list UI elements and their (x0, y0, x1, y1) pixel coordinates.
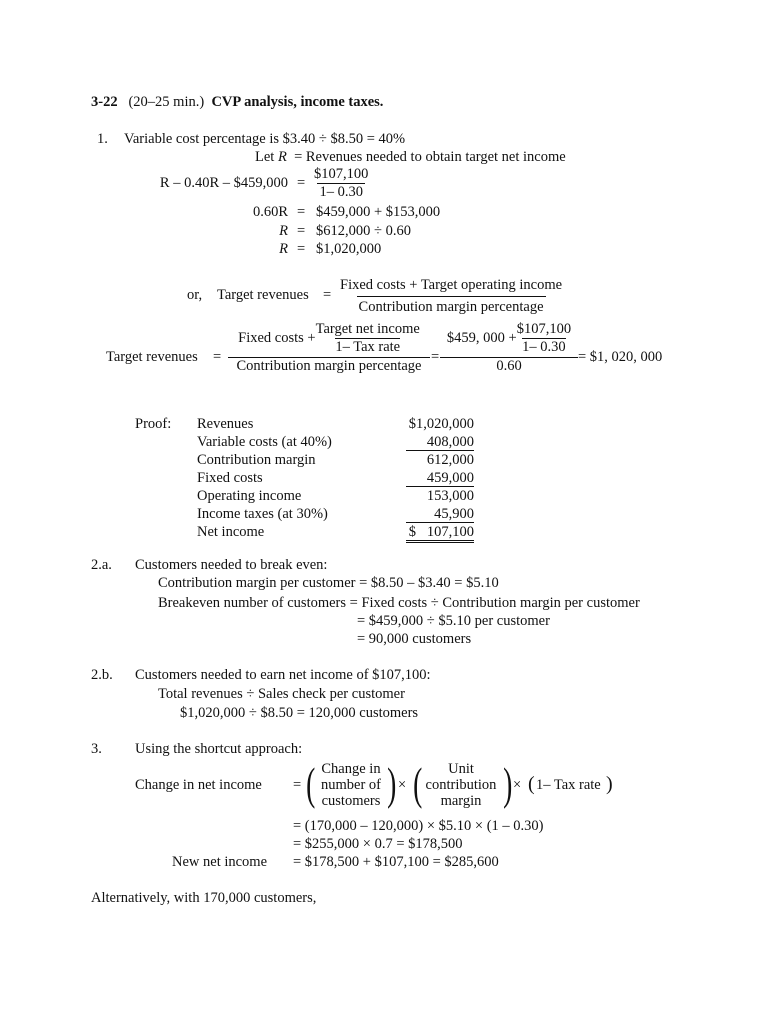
proof-row-label: Revenues (197, 416, 254, 432)
times-2: × (513, 777, 522, 793)
closing-line: Alternatively, with 170,000 customers, (91, 890, 317, 906)
eq2-rhs: $459,000 + $153,000 (316, 204, 441, 220)
proof-row-label: Variable costs (at 40%) (197, 434, 332, 450)
paren-open-3: ( (528, 773, 535, 795)
stack2-line3: margin (440, 793, 482, 809)
problem-heading (91, 94, 383, 111)
tr2-inner-num: Target net income (315, 321, 420, 337)
tr2-inner-fraction (316, 321, 420, 356)
part2a-line4: = 90,000 customers (357, 631, 472, 647)
eq4-var: R (279, 241, 288, 257)
let-variable: R (277, 149, 287, 165)
proof-row (197, 488, 474, 506)
part3-label: 3. (91, 741, 102, 757)
proof-row (197, 434, 474, 452)
target-revenues-fraction (338, 277, 564, 316)
tr2-sub-den: 1– 0.30 (522, 339, 566, 355)
part2b-line1: Total revenues ÷ Sales check per customer (158, 686, 405, 702)
paren-open-2: ( (413, 758, 423, 809)
part2a-label: 2.a. (91, 557, 112, 573)
problem-title: CVP analysis, income taxes. (211, 94, 384, 110)
proof-row-label: Contribution margin (197, 452, 316, 468)
proof-row (197, 506, 474, 524)
let-definition: = Revenues needed to obtain target net income (294, 149, 566, 165)
stack1-line3: customers (321, 793, 381, 809)
tr2-fraction (230, 320, 428, 375)
eq1-numerator: $107,100 (314, 166, 369, 182)
stack1-line1: Change in (321, 761, 381, 777)
part2a-line1: Contribution margin per customer = $8.50 – $3.40 = $5.10 (158, 575, 499, 591)
tr-numerator: Fixed costs + Target operating income (340, 277, 563, 293)
proof-row-value: 612,000 (426, 452, 474, 468)
tr2-inner-den: 1– Tax rate (335, 339, 401, 355)
problem-number: 3-22 (91, 94, 118, 110)
tr2-result: = $1, 020, 000 (578, 349, 663, 365)
target-revenues-label: Target revenues (217, 287, 309, 303)
let-word: Let (255, 149, 275, 165)
paren-open-1: ( (306, 758, 316, 809)
proof-row (197, 452, 474, 470)
eq2-lhs: 0.60R (252, 204, 288, 220)
proof-row-value: $1,020,000 (408, 416, 474, 432)
new-net-income-label: New net income (172, 854, 268, 870)
part2a-title: Customers needed to break even: (135, 557, 328, 573)
eq1-lhs: R – 0.40R – $459,000 (159, 175, 288, 191)
eq2-sign: = (297, 204, 306, 220)
tr2-fixed: Fixed costs + (238, 330, 316, 346)
tr2-sub-numerator (445, 320, 573, 357)
eq3-rhs: $612,000 ÷ 0.60 (316, 223, 411, 239)
proof-row-value: 408,000 (406, 434, 474, 451)
stack2-line1: Unit (448, 761, 474, 777)
paren-close-2: ) (503, 758, 513, 809)
proof-row (197, 524, 474, 544)
part3-line2: = $255,000 × 0.7 = $178,500 (293, 836, 463, 852)
tr2-sub-num: $107,100 (516, 321, 572, 337)
change-in-customers-stack (315, 761, 387, 809)
unit-contribution-stack (420, 761, 502, 809)
part2b-label: 2.b. (91, 667, 113, 683)
let-statement (255, 149, 566, 166)
or-label: or, (187, 287, 203, 303)
proof-row-value: $ 107,100 (406, 524, 474, 543)
part2a-line2: Breakeven number of customers = Fixed costs ÷ Contribution margin per customer (158, 595, 640, 611)
proof-row-label: Fixed costs (197, 470, 263, 486)
change-eq-sign: = (293, 777, 302, 793)
part2a-line3: = $459,000 ÷ $5.10 per customer (357, 613, 550, 629)
proof-label: Proof: (135, 416, 172, 432)
tr2-denominator: Contribution margin percentage (228, 357, 430, 375)
change-net-income-label: Change in net income (135, 777, 262, 793)
proof-row-value: 45,900 (406, 506, 474, 523)
proof-row-value: 459,000 (406, 470, 474, 487)
target-revenues-eq: = (323, 287, 332, 303)
eq4-sign: = (297, 241, 306, 257)
eq3-lhs (200, 223, 288, 240)
times-1: × (398, 777, 407, 793)
tr2-sub-fraction (442, 320, 576, 375)
part3-title: Using the shortcut approach: (135, 741, 303, 757)
eq4-rhs: $1,020,000 (316, 241, 382, 257)
proof-table (197, 416, 474, 544)
stack1-line2: number of (321, 777, 381, 793)
proof-row-label: Operating income (197, 488, 302, 504)
part3-line3: = $178,500 + $107,100 = $285,600 (293, 854, 499, 870)
proof-row-label: Income taxes (at 30%) (197, 506, 328, 522)
part2b-title: Customers needed to earn net income of $107,100: (135, 667, 431, 683)
tr2-sub-a: $459, 000 + (446, 330, 517, 346)
paren-close-1: ) (387, 758, 397, 809)
tax-rate-term: 1– Tax rate (536, 777, 601, 793)
eq3-sign: = (297, 223, 306, 239)
proof-row-label: Net income (197, 524, 265, 540)
tr2-sub-inner (517, 321, 571, 356)
eq1-denominator: 1– 0.30 (319, 184, 363, 200)
problem-time: (20–25 min.) (128, 94, 205, 110)
proof-row (197, 470, 474, 488)
part1-intro: Variable cost percentage is $3.40 ÷ $8.50 = 40% (124, 131, 406, 147)
target-revenues-eq-2: = (213, 349, 222, 365)
proof-row-value: 153,000 (426, 488, 474, 504)
part1-label: 1. (97, 131, 108, 147)
stack2-line2: contribution (425, 777, 497, 793)
tr2-eq-b: = (431, 349, 440, 365)
eq1-fraction (312, 166, 370, 201)
tr-denominator: Contribution margin percentage (357, 296, 546, 316)
eq1-sign: = (297, 175, 306, 191)
part2b-line2: $1,020,000 ÷ $8.50 = 120,000 customers (180, 705, 419, 721)
proof-row (197, 416, 474, 434)
eq4-lhs (200, 241, 288, 258)
part3-line1: = (170,000 – 120,000) × $5.10 × (1 – 0.30) (293, 818, 544, 834)
paren-close-3: ) (606, 773, 613, 795)
tr2-sub-denominator: 0.60 (440, 357, 578, 375)
target-revenues-label-2: Target revenues (106, 349, 198, 365)
eq3-var: R (279, 223, 288, 239)
tr2-numerator (236, 320, 422, 357)
